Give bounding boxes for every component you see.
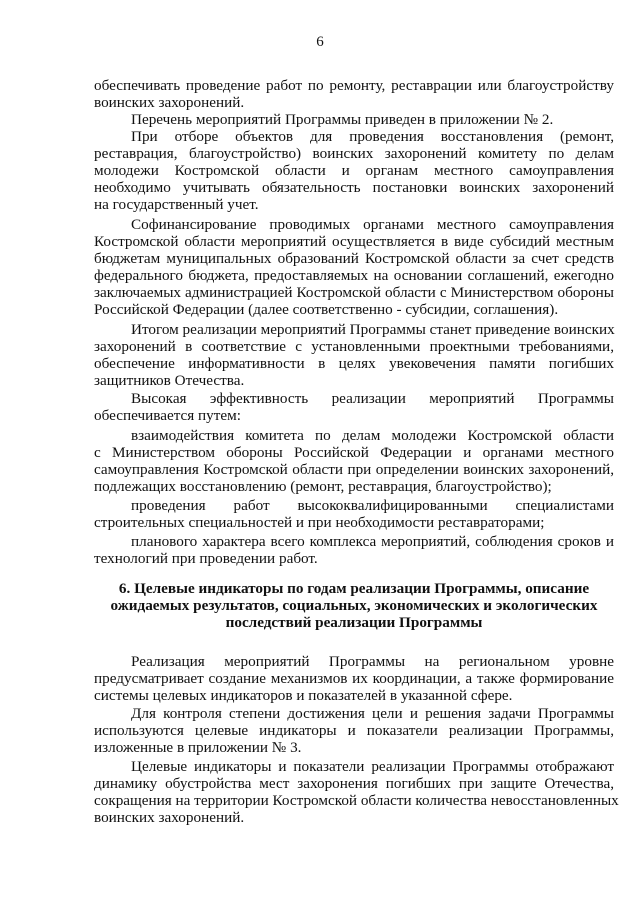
section-heading-line: 6. Целевые индикаторы по годам реализации Программы, описание: [118, 580, 590, 597]
text-line: воинских захоронений.: [94, 94, 245, 111]
text-line: планового характера всего комплекса мероприятий, соблюдения сроков и: [131, 533, 614, 550]
text-line: Реализация мероприятий Программы на региональном уровне: [131, 653, 614, 670]
text-line: технологий при проведении работ.: [94, 550, 318, 567]
text-line: Для контроля степени достижения цели и решения задачи Программы: [131, 705, 614, 722]
text-line: подлежащих восстановлению (ремонт, реставрация, благоустройство);: [94, 478, 552, 495]
page-number: 6: [316, 34, 324, 50]
text-line: Перечень мероприятий Программы приведен в приложении № 2.: [131, 111, 554, 128]
text-line: предусматривает создание механизмов их координации, а также формирование: [94, 670, 614, 687]
text-line: заключаемых администрацией Костромской области с Министерством обороны: [94, 284, 614, 301]
section-heading-line: ожидаемых результатов, социальных, экономических и экологических: [110, 597, 598, 614]
text-line: Высокая эффективность реализации мероприятий Программы: [131, 390, 614, 407]
text-line: с Министерством обороны Российской Федерации и органами местного: [94, 444, 614, 461]
text-line: Российской Федерации (далее соответственно - субсидии, соглашения).: [94, 301, 559, 318]
text-line: захоронений в соответствие с установленными проектными требованиями,: [94, 338, 614, 355]
text-line: динамику обустройства мест захоронения погибших при защите Отечества,: [94, 775, 614, 792]
text-line: системы целевых индикаторов и показателей в указанной сфере.: [94, 687, 513, 704]
text-line: самоуправления Костромской области при определении воинских захоронений,: [94, 461, 614, 478]
text-line: используются целевые индикаторы и показатели реализации Программы,: [94, 722, 614, 739]
text-line: необходимо учитывать обязательность постановки воинских захоронений: [94, 179, 614, 196]
text-line: обеспечение информативности в целях увековечения памяти погибших: [94, 355, 614, 372]
text-line: бюджетам муниципальных образований Костромской области за счет средств: [94, 250, 614, 267]
text-line: воинских захоронений.: [94, 809, 245, 826]
text-line: обеспечивается путем:: [94, 407, 241, 424]
text-line: Софинансирование проводимых органами местного самоуправления: [131, 216, 614, 233]
text-line: изложенные в приложении № 3.: [94, 739, 302, 756]
text-line: При отборе объектов для проведения восстановления (ремонт,: [131, 128, 614, 145]
text-line: обеспечивать проведение работ по ремонту, реставрации или благоустройству: [94, 77, 614, 94]
text-line: строительных специальностей и при необходимости реставраторами;: [94, 514, 545, 531]
text-line: на государственный учет.: [94, 196, 259, 213]
text-line: проведения работ высококвалифицированными специалистами: [131, 497, 614, 514]
text-line: Костромской области мероприятий осуществляется в виде субсидий местным: [94, 233, 614, 250]
text-line: защитников Отечества.: [94, 372, 245, 389]
text-line: федерального бюджета, предоставляемых на основании соглашений, ежегодно: [94, 267, 614, 284]
text-line: реставрация, благоустройство) воинских захоронений комитету по делам: [94, 145, 614, 162]
text-line: молодежи Костромской области и органам местного самоуправления: [94, 162, 614, 179]
section-heading-line: последствий реализации Программы: [225, 614, 483, 631]
text-line: взаимодействия комитета по делам молодежи Костромской области: [131, 427, 614, 444]
text-line: сокращения на территории Костромской области количества невосстановленных: [94, 792, 619, 809]
text-line: Итогом реализации мероприятий Программы станет приведение воинских: [131, 321, 615, 338]
text-line: Целевые индикаторы и показатели реализации Программы отображают: [131, 758, 614, 775]
